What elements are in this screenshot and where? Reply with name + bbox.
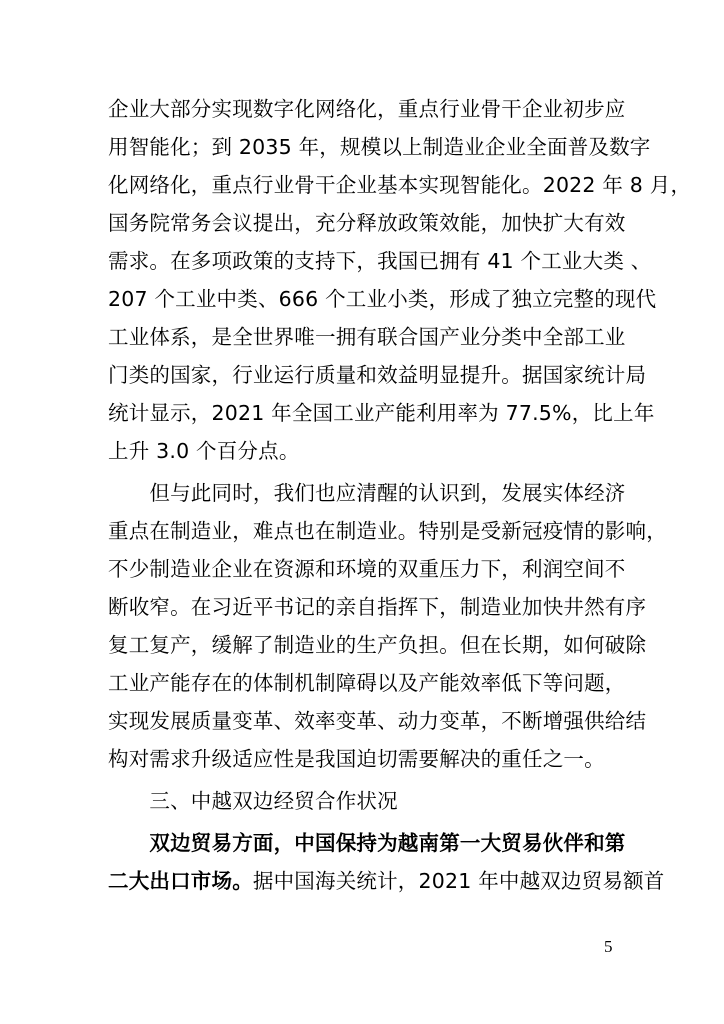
text-line: 统计显示，2021 年全国工业产能利用率为 77.5%，比上年 [108,401,655,425]
text-line: 门类的国家，行业运行质量和效益明显提升。据国家统计局 [108,363,647,387]
text-line: 不少制造业企业在资源和环境的双重压力下，利润空间不 [108,557,626,581]
text-line: 断收窄。在习近平书记的亲自指挥下，制造业加快井然有序 [108,595,647,619]
text-line: 上升 3.0 个百分点。 [108,439,300,463]
text-line: 国务院常务会议提出，充分释放政策效能，加快扩大有效 [108,211,626,235]
text-line: 但与此同时，我们也应清醒的认识到，发展实体经济 [108,481,626,505]
text-line: 需求。在多项政策的支持下，我国已拥有 41 个工业大类 、 [108,249,652,273]
section-heading: 三、中越双边经贸合作状况 [108,789,398,813]
text-line: 工业体系，是全世界唯一拥有联合国产业分类中全部工业 [108,325,626,349]
page-number: 5 [604,937,613,956]
text-line: 工业产能存在的体制机制障碍以及产能效率低下等问题， [108,671,626,695]
text-line: 复工复产，缓解了制造业的生产负担。但在长期，如何破除 [108,633,647,657]
text-line: 207 个工业中类、666 个工业小类，形成了独立完整的现代 [108,287,657,311]
bold-lead-text: 二大出口市场。 [108,869,253,893]
text-line: 用智能化；到 2035 年，规模以上制造业企业全面普及数字 [108,135,651,159]
text-line: 实现发展质量变革、效率变革、动力变革，不断增强供给结 [108,709,647,733]
text-line: 企业大部分实现数字化网络化，重点行业骨干企业初步应 [108,97,626,121]
bold-lead-line: 双边贸易方面，中国保持为越南第一大贸易伙伴和第 [108,831,626,855]
text-line: 化网络化，重点行业骨干企业基本实现智能化。2022 年 8 月， [108,173,692,197]
text-line [108,868,665,894]
body-text: 据中国海关统计，2021 年中越双边贸易额首 [252,869,665,893]
text-line: 重点在制造业，难点也在制造业。特别是受新冠疫情的影响， [108,519,667,543]
text-line: 构对需求升级适应性是我国迫切需要解决的重任之一。 [108,747,605,771]
